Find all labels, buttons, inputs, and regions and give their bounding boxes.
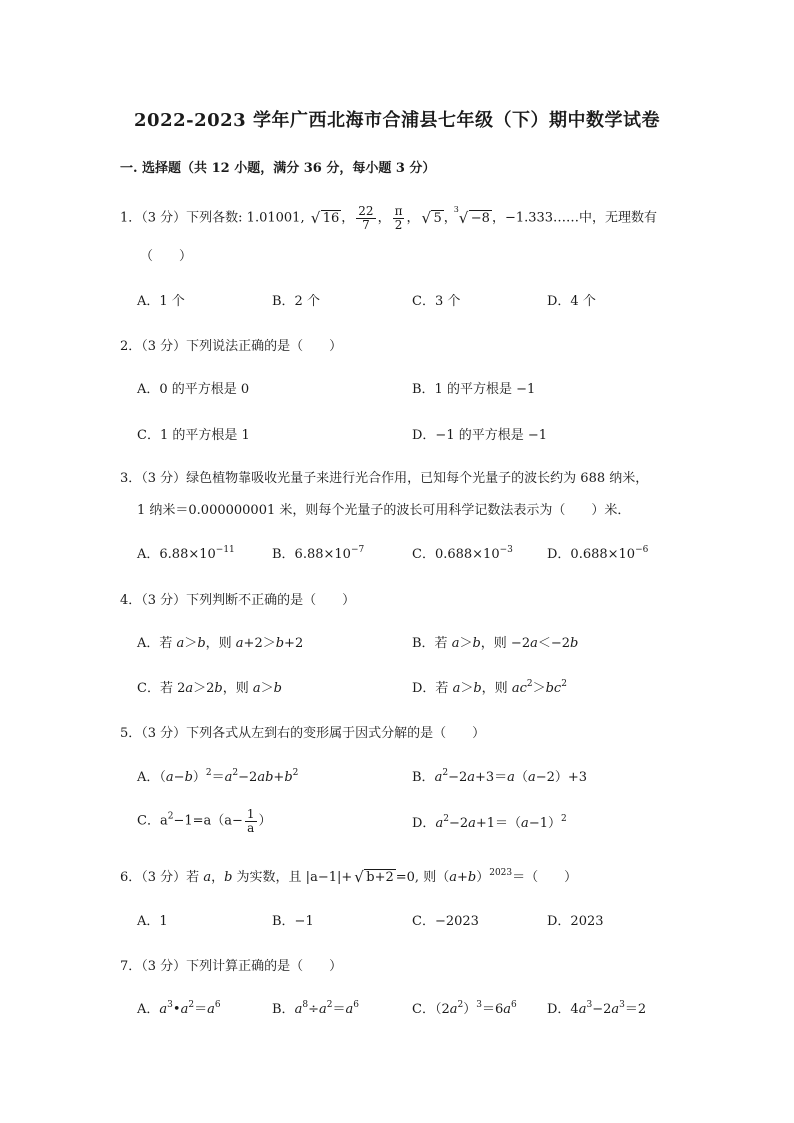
question-2: 2．（3 分）下列说法正确的是（ ） <box>120 339 343 354</box>
question-6: 6．（3 分）若 a，b 为实数，且 |a−1|+ √ b+2 =0, 则$(a+b)^{2023}=$（ ） <box>120 868 578 886</box>
q6-option-c: C．−2023 <box>412 914 479 929</box>
q6-option-b: B．−1 <box>272 914 314 929</box>
q6-option-a: A．1 <box>137 914 168 929</box>
question-1: 1．（3 分）下列各数: 1.01001, √ 16 ， $\frac{22}{7}$ ， $\frac{\pi}{2}$ ， √ 5 ， 3 √ −8 ，−1.333……中，无理数有 <box>120 204 658 232</box>
q1-paren: （ ） <box>140 249 193 264</box>
sqrt-16: √ 16 <box>310 208 340 227</box>
fraction-pi-2: $\frac{\pi}{2}$ <box>394 204 403 232</box>
q2-option-b: B．1 的平方根是 −1 <box>412 382 536 397</box>
q2-option-d: D．−1 的平方根是 −1 <box>412 428 548 443</box>
q4-option-c: C．若 2a＞2b，则 a＞b <box>137 681 282 696</box>
q2-option-a: A．0 的平方根是 0 <box>137 382 250 397</box>
q7-option-a: A．$a^3•a^2=a^6$ <box>137 1000 221 1017</box>
q7-option-c: C．$(2a^2)^3=6a^6$ <box>412 1000 517 1017</box>
q1-option-a: A．1 个 <box>137 294 185 309</box>
q3-option-c: C．$0.688\times 10^{-3}$ <box>412 545 513 562</box>
question-4: 4．（3 分）下列判断不正确的是（ ） <box>120 593 356 608</box>
q4-option-b: B．若 a＞b，则 −2a＜−2b <box>412 636 579 651</box>
section-heading: 一. 选择题（共 12 小题，满分 36 分，每小题 3 分） <box>120 161 436 176</box>
q4-option-d: D．若 a＞b，则 $ac^2>bc^2$ <box>412 679 567 696</box>
q1-prefix: 1．（3 分）下列各数: 1.01001, <box>120 210 309 226</box>
q5-option-a: A．$(a-b)^2=a^2-2ab+b^2$ <box>137 768 299 785</box>
q3-option-b: B．$6.88\times 10^{-7}$ <box>272 545 365 562</box>
q7-option-b: B．$a^8\div a^2=a^6$ <box>272 1000 359 1017</box>
question-3-line-2: 1 纳米＝0.000000001 米，则每个光量子的波长可用科学记数法表示为（ ）米． <box>137 503 631 518</box>
q1-suffix: ，−1.333……中，无理数有 <box>491 210 658 226</box>
q3-option-d: D．$0.688\times 10^{-6}$ <box>547 545 649 562</box>
q1-option-c: C．3 个 <box>412 294 461 309</box>
q1-option-d: D．4 个 <box>547 294 596 309</box>
q5-option-d: D．$a^2-2a+1=(a-1)^2$ <box>412 814 567 831</box>
sqrt-5: √ 5 <box>421 208 442 227</box>
question-5: 5．（3 分）下列各式从左到右的变形属于因式分解的是（ ） <box>120 726 486 741</box>
page-title: 2022-2023 学年广西北海市合浦县七年级（下）期中数学试卷 <box>134 110 660 131</box>
q5-option-b: B．$a^2-2a+3=a(a-2)+3$ <box>412 768 588 785</box>
q2-option-c: C．1 的平方根是 1 <box>137 428 250 443</box>
q1-option-b: B．2 个 <box>272 294 320 309</box>
question-7: 7．（3 分）下列计算正确的是（ ） <box>120 959 343 974</box>
fraction-22-7: $\frac{22}{7}$ <box>358 204 374 232</box>
cbrt-neg-8: 3 √ −8 <box>453 204 490 227</box>
q4-option-a: A．若 a＞b，则 a+2＞b+2 <box>137 636 304 651</box>
question-3-line-1: 3．（3 分）绿色植物靠吸收光量子来进行光合作用，已知每个光量子的波长约为 688 纳米， <box>120 471 649 486</box>
q6-option-d: D．2023 <box>547 914 604 929</box>
q5-option-c: C．$a^2-1=a(a-$ $\frac{1}{a}$ ） <box>137 807 272 835</box>
q3-option-a: A．$6.88\times 10^{-11}$ <box>137 545 235 562</box>
q7-option-d: D．$4a^3-2a^3=2$ <box>547 1000 647 1017</box>
